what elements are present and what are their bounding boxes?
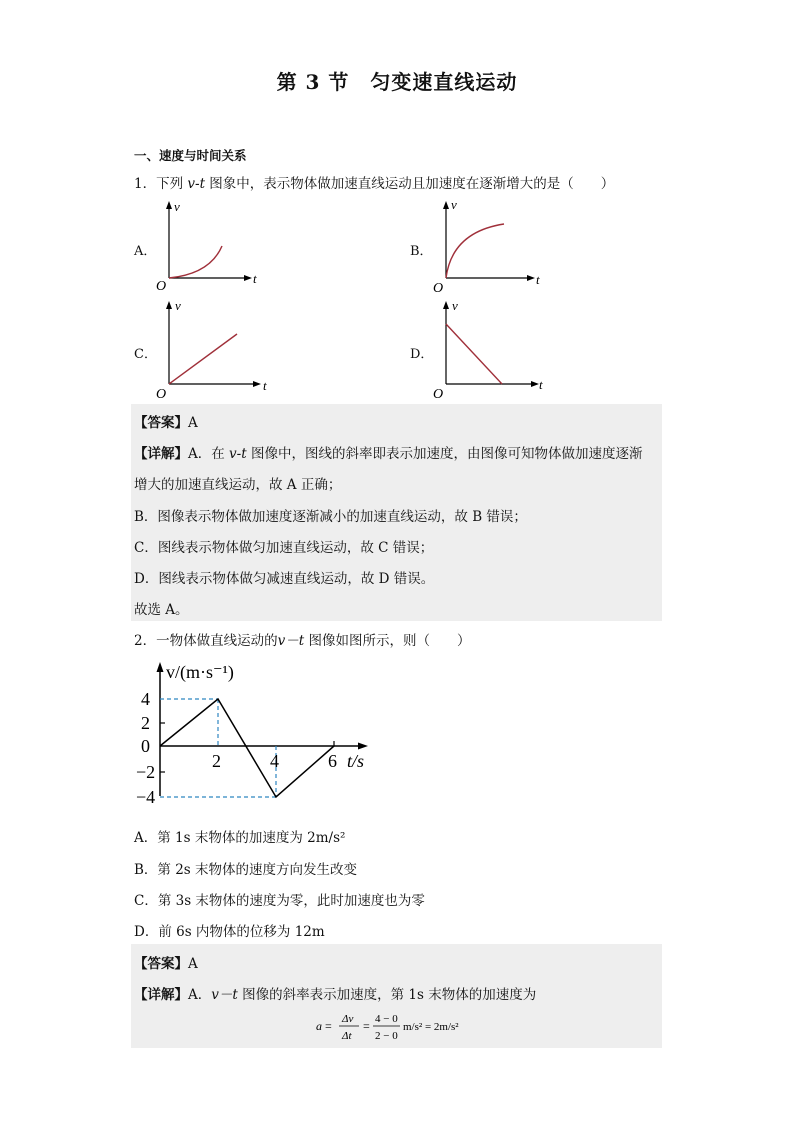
svg-text:=: = [363,1019,370,1033]
formula-result: m/s² = 2m/s² [403,1021,459,1033]
q2-stem-vt: v－t [277,633,305,649]
q2-detail-tag: 【详解】 [134,987,188,1003]
q2-ylabel: v/(m·s⁻¹) [166,662,234,682]
q1-option-c-label: C． [134,347,157,362]
q1a-origin-label: O [156,279,167,294]
q1-option-a-graph [150,198,280,298]
q2-ytick-neg4: −4 [136,787,156,807]
q1-detail-tag: 【详解】 [134,446,188,462]
q1-detail-1-pre: A．在 [188,446,230,462]
q1b-t-label: t [536,272,540,287]
q2-ytick-neg2: −2 [136,762,156,782]
q1-detail-1-post: 图像中，图线的斜率即表示加速度，由图像可知物体做加速度逐渐 [246,446,643,462]
q2-vt-graph [138,656,388,811]
q2-xtick-6: 6 [328,751,337,771]
section-heading: 一、速度与时间关系 [134,148,247,163]
formula-n2: 4 − 0 [375,1013,398,1025]
q1-option-a-label: A． [134,244,157,259]
q1c-origin-label: O [156,387,167,402]
q2-detail-1-vt: v－t [211,987,238,1003]
q1-detail-line-1 [134,442,642,462]
q2-ytick-4: 4 [141,689,150,709]
q1-stem-post: 图象中，表示物体做加速直线运动且加速度在逐渐增大的是（ ） [205,176,615,192]
formula-d1: Δt [342,1030,352,1042]
q1a-t-label: t [253,271,257,286]
q1-answer-tag: 【答案】 [134,415,188,431]
q1-detail-1-vt: v-t [229,446,247,462]
q2-ytick-0: 0 [141,736,150,756]
formula-d2: 2 − 0 [375,1030,398,1042]
q1d-t-label: t [539,377,543,392]
q2-detail-line-1 [134,983,536,1003]
q1b-origin-label: O [433,281,444,296]
q1-detail-line-2: 增大的加速直线运动，故 A 正确； [134,477,342,493]
q1-detail-line-5: D．图线表示物体做匀减速直线运动，故 D 错误。 [134,571,435,587]
q1-detail-line-4: C．图线表示物体做匀加速直线运动，故 C 错误； [134,540,434,556]
q1c-t-label: t [263,378,267,393]
q1b-v-label: v [451,197,457,212]
q2-stem-pre: 2．一物体做直线运动的 [134,633,278,649]
q1-option-b-graph [428,198,558,298]
page-title: 第 3 节 匀变速直线运动 [276,70,518,94]
q2-option-c: C．第 3s 末物体的速度为零，此时加速度也为零 [134,893,425,909]
q2-option-a: A．第 1s 末物体的加速度为 2m/s² [134,830,346,846]
q2-detail-1-post: 图像的斜率表示加速度，第 1s 末物体的加速度为 [237,987,537,1003]
q2-answer-value: A [188,956,198,972]
q2-stem-post: 图像如图所示，则（ ） [304,633,471,649]
q2-option-b: B．第 2s 末物体的速度方向发生改变 [134,862,358,878]
q2-xlabel: t/s [347,751,365,771]
q2-xtick-2: 2 [212,751,221,771]
question-1-stem [134,172,614,192]
question-2-stem [134,629,470,649]
q1-option-c-graph [150,296,280,402]
q1-option-d-graph [428,296,558,402]
q1-detail-line-3: B．图像表示物体做加速度逐渐减小的加速直线运动，故 B 错误； [134,509,527,525]
q2-formula [312,1008,492,1044]
q1-option-d-label: D． [410,347,434,362]
q1-stem-pre: 1．下列 [134,176,188,192]
q2-xtick-4: 4 [270,751,279,771]
q2-answer-tag: 【答案】 [134,956,188,972]
q1a-v-label: v [174,199,180,214]
q1-option-b-label: B． [410,244,433,259]
q1d-origin-label: O [433,387,444,402]
q2-option-d: D．前 6s 内物体的位移为 12m [134,924,325,940]
q1-answer-line [134,411,198,431]
q1-conclusion: 故选 A。 [134,602,189,618]
q1d-v-label: v [452,298,458,313]
formula-n1: Δv [342,1013,354,1025]
q1c-v-label: v [175,298,181,313]
q1-answer-value: A [188,415,198,431]
formula-lhs: a [316,1019,322,1033]
q2-ytick-2: 2 [141,713,150,733]
svg-text:=: = [325,1019,332,1033]
q2-detail-1-pre: A． [188,987,212,1003]
q1-stem-vt: v-t [187,176,206,192]
q2-answer-line [134,952,198,972]
